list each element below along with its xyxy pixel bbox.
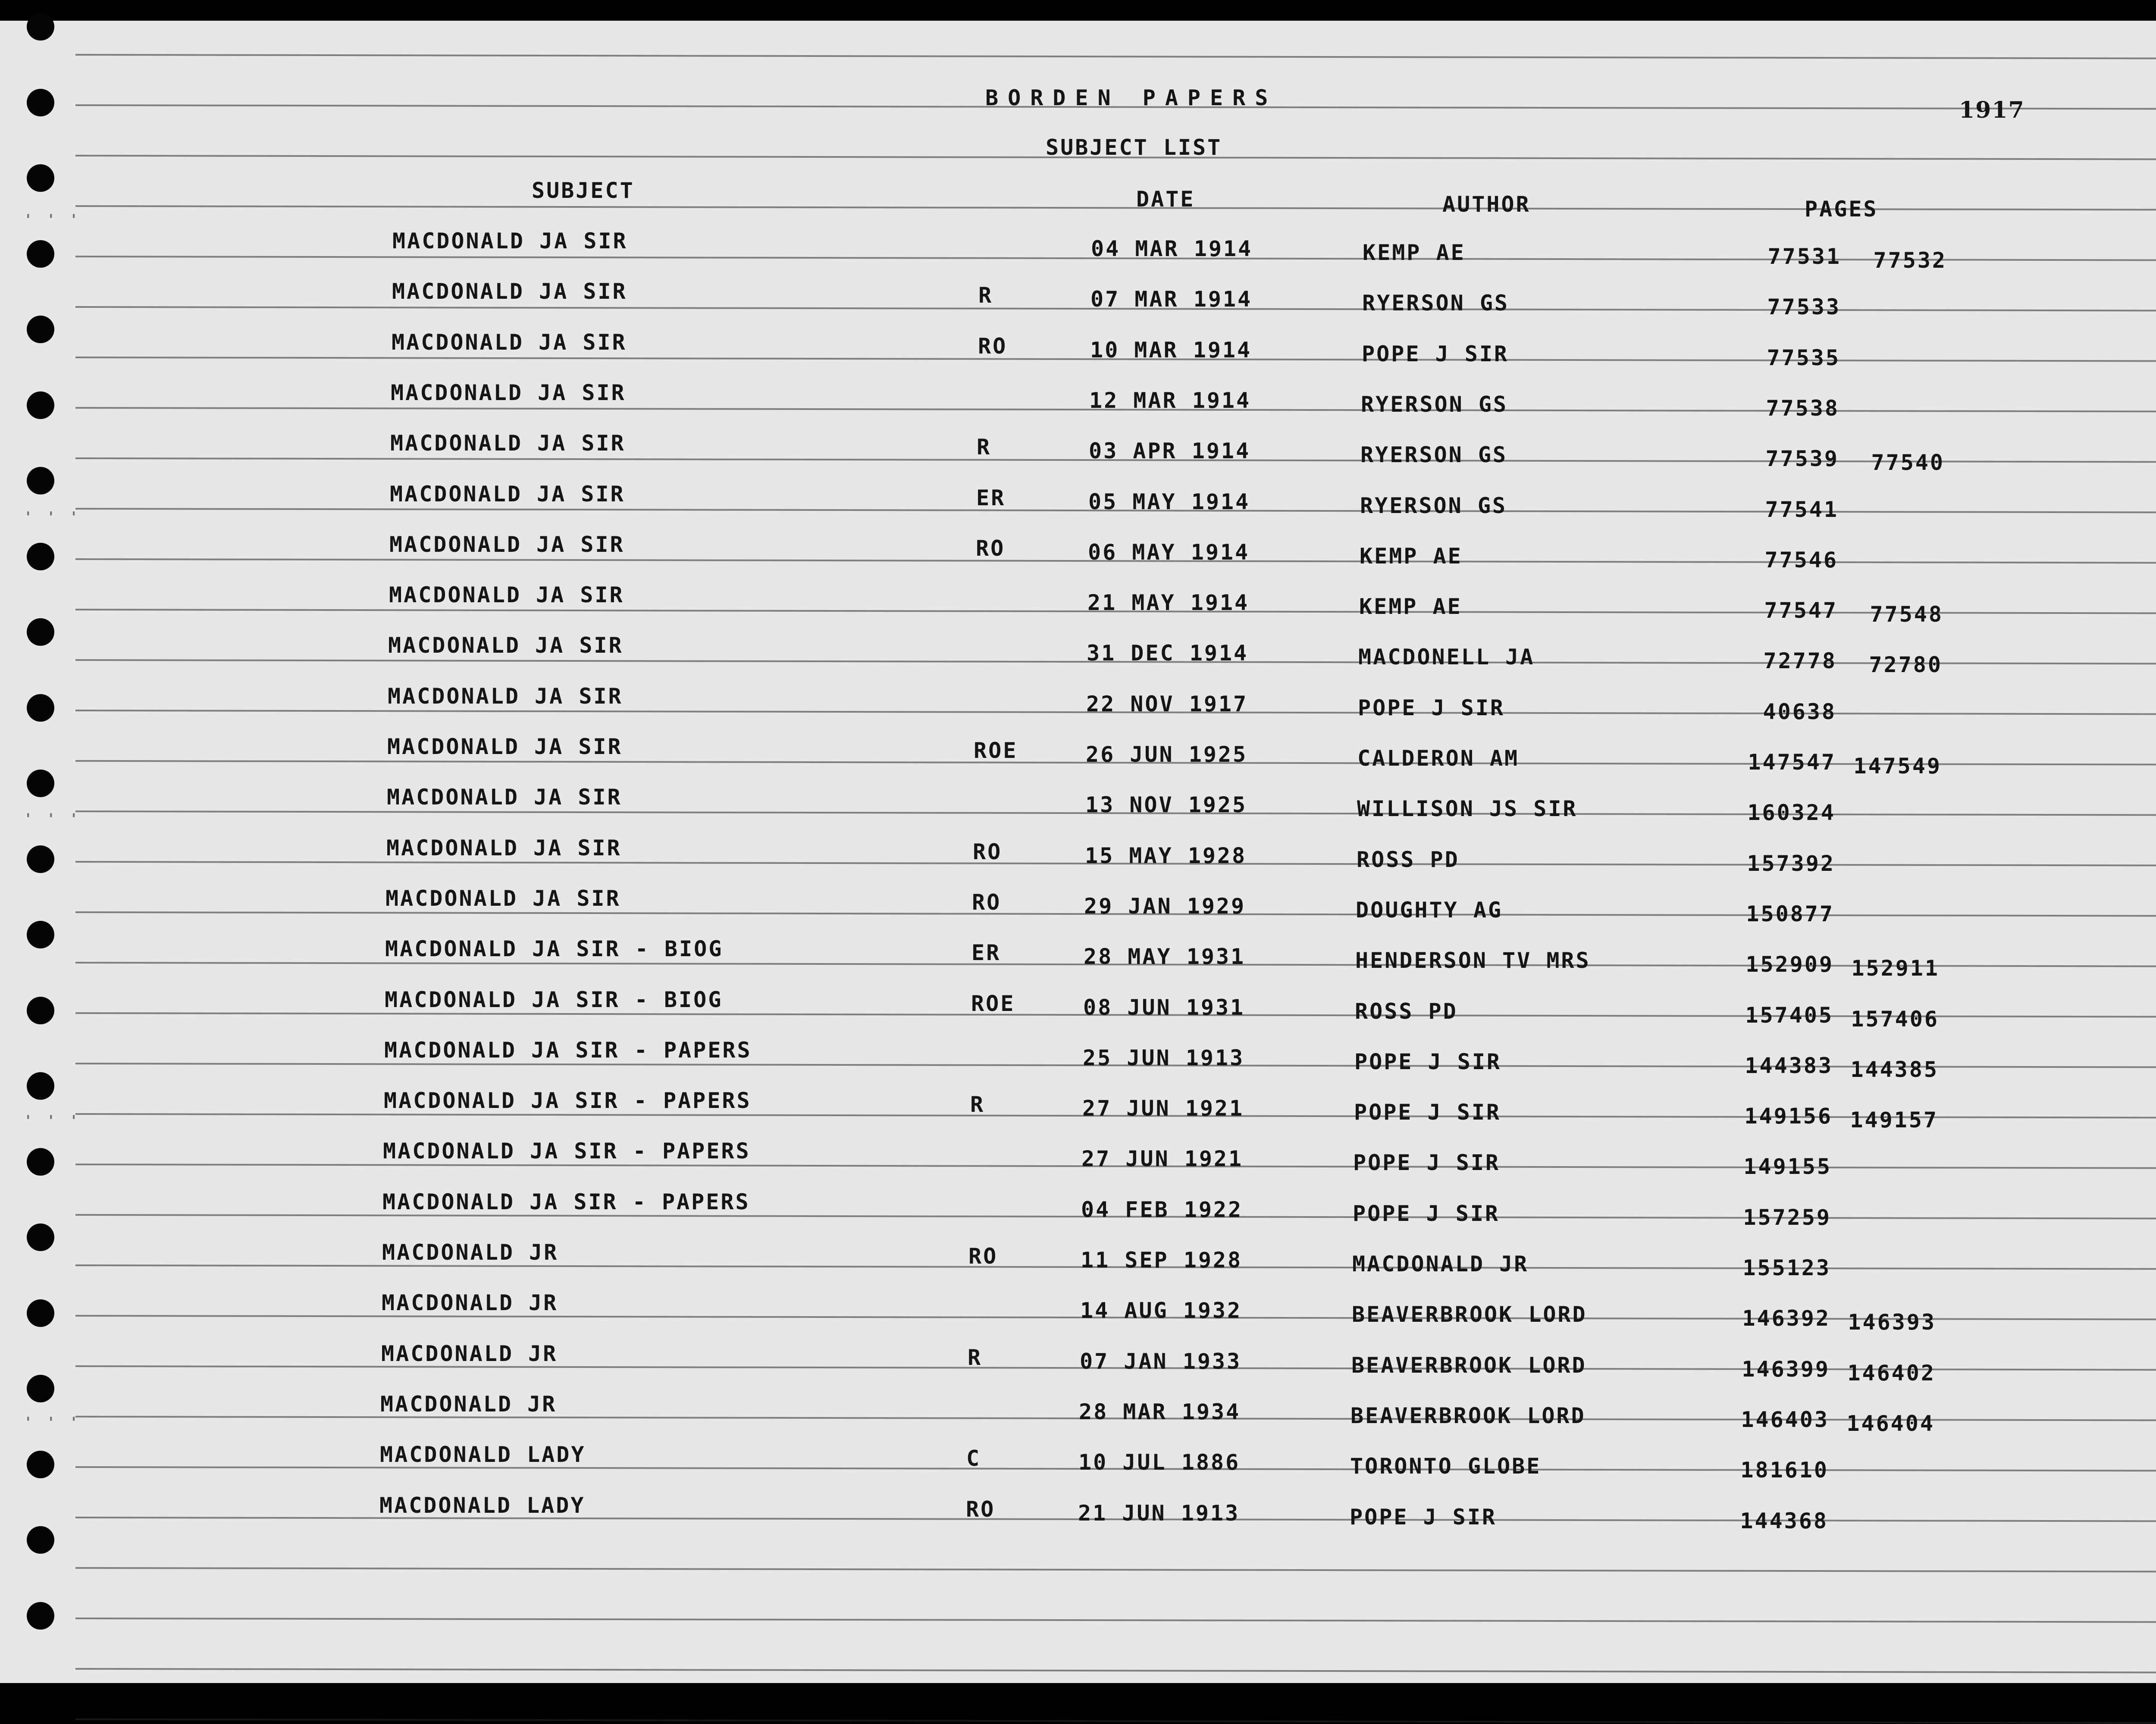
table-row (0, 684, 2156, 731)
row-page-start: 147547 (1748, 750, 1836, 775)
row-date: 07 JAN 1933 (1080, 1349, 1242, 1374)
table-row (0, 1341, 2156, 1389)
row-page-start: 144383 (1745, 1053, 1833, 1078)
document-title: BORDEN PAPERS (985, 85, 1278, 110)
row-subject: MACDONALD JA SIR - PAPERS (383, 1139, 751, 1164)
tractor-hole (27, 13, 54, 41)
row-page-start: 146392 (1742, 1306, 1830, 1331)
rule-line (75, 1718, 2156, 1724)
row-subject: MACDONALD JA SIR - PAPERS (382, 1189, 750, 1214)
margin-mark: ' ' ' (24, 1112, 81, 1130)
row-page-start: 155123 (1742, 1255, 1831, 1280)
table-row (0, 482, 2156, 529)
row-author: BEAVERBROOK LORD (1352, 1302, 1587, 1327)
row-subject: MACDONALD JA SIR (390, 482, 625, 507)
row-date: 10 MAR 1914 (1090, 338, 1252, 363)
row-subject: MACDONALD JA SIR - PAPERS (384, 1038, 752, 1063)
row-author: KEMP AE (1363, 240, 1466, 265)
row-date: 21 MAY 1914 (1087, 590, 1250, 615)
rule-line (75, 1668, 2156, 1674)
row-page-end: 72780 (1869, 652, 1943, 677)
row-date: 21 JUN 1913 (1078, 1501, 1240, 1526)
row-page-end: 77548 (1870, 602, 1943, 627)
row-page-end: 152911 (1851, 956, 1940, 981)
column-header-subject: SUBJECT (532, 178, 635, 203)
row-author: BEAVERBROOK LORD (1351, 1403, 1586, 1428)
row-author: RYERSON GS (1362, 291, 1510, 316)
row-page-start: 77547 (1764, 598, 1838, 623)
row-subject: MACDONALD JA SIR (392, 330, 627, 355)
row-date: 25 JUN 1913 (1083, 1045, 1245, 1070)
row-date: 28 MAY 1931 (1084, 944, 1246, 969)
row-page-start: 157259 (1743, 1205, 1831, 1230)
table-row (0, 886, 2156, 933)
table-row (0, 228, 2156, 276)
row-page-start: 157405 (1745, 1003, 1833, 1028)
row-page-start: 77546 (1764, 548, 1838, 573)
row-page-start: 77533 (1767, 294, 1841, 319)
row-date: 27 JUN 1921 (1082, 1096, 1244, 1121)
row-page-start: 40638 (1763, 699, 1836, 724)
row-author: ROSS PD (1355, 999, 1458, 1024)
tractor-hole (27, 1602, 54, 1630)
row-page-start: 181610 (1740, 1458, 1829, 1483)
row-author: MACDONELL JA (1358, 645, 1535, 670)
margin-mark: ' ' ' (24, 211, 81, 228)
table-row (0, 1240, 2156, 1287)
row-subject: MACDONALD JA SIR (389, 582, 624, 607)
row-date: 11 SEP 1928 (1081, 1248, 1243, 1273)
row-date: 05 MAY 1914 (1088, 489, 1250, 514)
column-header-author: AUTHOR (1442, 192, 1531, 217)
row-subject: MACDONALD JA SIR (385, 886, 621, 911)
table-row (0, 1442, 2156, 1489)
margin-mark: ' ' ' (24, 509, 81, 526)
row-code: RO (968, 1244, 998, 1269)
row-subject: MACDONALD LADY (379, 1493, 586, 1518)
margin-mark: ' ' ' (24, 1414, 81, 1431)
row-date: 31 DEC 1914 (1087, 641, 1249, 666)
row-page-start: 146399 (1742, 1357, 1830, 1382)
row-code: RO (978, 334, 1008, 359)
row-author: BEAVERBROOK LORD (1351, 1353, 1587, 1378)
table-row (0, 1088, 2156, 1136)
row-page-start: 72778 (1763, 648, 1837, 673)
row-subject: MACDONALD JR (380, 1392, 557, 1417)
row-subject: MACDONALD JR (382, 1240, 559, 1265)
row-page-end: 149157 (1850, 1108, 1938, 1133)
table-row (0, 380, 2156, 428)
row-page-start: 144368 (1740, 1508, 1828, 1533)
rule-line (75, 1567, 2156, 1573)
row-page-start: 157392 (1747, 851, 1835, 876)
row-date: 03 APR 1914 (1089, 438, 1251, 463)
column-header-pages: PAGES (1805, 197, 1878, 222)
table-row (0, 431, 2156, 478)
row-page-start: 77531 (1767, 244, 1841, 269)
row-author: WILLISON JS SIR (1357, 796, 1578, 821)
table-row (0, 987, 2156, 1035)
row-author: POPE J SIR (1353, 1201, 1500, 1226)
row-date: 14 AUG 1932 (1080, 1298, 1242, 1323)
table-row (0, 279, 2156, 326)
row-author: RYERSON GS (1360, 493, 1507, 518)
row-author: DOUGHTY AG (1356, 898, 1503, 923)
row-page-end: 146393 (1848, 1310, 1936, 1335)
row-subject: MACDONALD JA SIR (392, 279, 627, 304)
row-page-start: 152909 (1745, 952, 1834, 977)
row-date: 29 JAN 1929 (1084, 894, 1246, 919)
row-author: POPE J SIR (1350, 1505, 1497, 1530)
column-header-date: DATE (1136, 187, 1195, 212)
row-date: 04 MAR 1914 (1091, 236, 1253, 261)
row-code: ROE (974, 738, 1018, 763)
row-code: C (966, 1446, 981, 1471)
table-row (0, 1392, 2156, 1439)
table-row (0, 582, 2156, 630)
row-date: 04 FEB 1922 (1081, 1197, 1243, 1222)
table-row (0, 1189, 2156, 1237)
table-row (0, 734, 2156, 782)
row-date: 06 MAY 1914 (1088, 540, 1250, 565)
row-date: 27 JUN 1921 (1081, 1146, 1244, 1171)
row-author: KEMP AE (1360, 544, 1463, 569)
table-row (0, 1038, 2156, 1085)
row-page-end: 147549 (1853, 754, 1942, 779)
scan-border-top (0, 0, 2156, 21)
row-author: RYERSON GS (1360, 442, 1508, 467)
row-author: POPE J SIR (1354, 1100, 1501, 1125)
row-author: POPE J SIR (1353, 1150, 1501, 1175)
row-date: 10 JUL 1886 (1078, 1450, 1241, 1475)
row-author: KEMP AE (1359, 594, 1462, 619)
row-subject: MACDONALD JA SIR (388, 633, 624, 658)
row-subject: MACDONALD JA SIR (392, 228, 628, 253)
row-page-start: 77538 (1766, 396, 1839, 421)
row-date: 22 NOV 1917 (1086, 691, 1248, 717)
row-code: R (970, 1092, 985, 1117)
table-row (0, 1290, 2156, 1338)
row-code: R (977, 435, 992, 460)
tractor-hole (27, 89, 54, 116)
row-date: 26 JUN 1925 (1086, 742, 1248, 767)
row-code: ER (971, 940, 1001, 965)
row-author: POPE J SIR (1354, 1049, 1502, 1074)
row-page-end: 77540 (1871, 450, 1945, 475)
row-subject: MACDONALD JA SIR (391, 380, 626, 405)
row-code: ER (976, 485, 1006, 510)
row-subject: MACDONALD JR (382, 1290, 558, 1315)
row-subject: MACDONALD JA SIR (387, 734, 623, 759)
document-subtitle: SUBJECT LIST (1046, 135, 1222, 160)
row-author: MACDONALD JR (1352, 1252, 1529, 1277)
row-page-start: 77541 (1765, 497, 1839, 522)
row-code: ROE (971, 991, 1015, 1016)
row-author: RYERSON GS (1361, 392, 1508, 417)
row-subject: MACDONALD JA SIR - BIOG (385, 987, 723, 1012)
table-row (0, 330, 2156, 377)
margin-mark: ' ' ' (24, 810, 81, 828)
row-author: TORONTO GLOBE (1350, 1454, 1542, 1479)
row-date: 15 MAY 1928 (1085, 843, 1247, 868)
row-author: ROSS PD (1357, 847, 1460, 872)
row-code: RO (966, 1497, 996, 1522)
row-page-start: 149156 (1744, 1104, 1833, 1129)
row-page-start: 149155 (1743, 1154, 1832, 1179)
row-subject: MACDONALD JA SIR - BIOG (385, 936, 724, 961)
row-code: R (968, 1345, 983, 1370)
row-author: CALDERON AM (1357, 746, 1520, 771)
row-date: 08 JUN 1931 (1083, 995, 1245, 1020)
row-page-end: 144385 (1850, 1057, 1939, 1082)
table-row (0, 1493, 2156, 1540)
row-page-end: 146402 (1847, 1361, 1936, 1386)
row-page-end: 77532 (1873, 248, 1947, 273)
year-label: 1917 (1959, 97, 2025, 123)
row-page-start: 160324 (1747, 800, 1836, 825)
row-subject: MACDONALD JA SIR (389, 532, 625, 557)
row-code: RO (972, 890, 1002, 915)
row-date: 28 MAR 1934 (1079, 1399, 1241, 1424)
row-page-start: 146403 (1741, 1407, 1829, 1432)
row-code: RO (973, 839, 1003, 864)
rule-line (75, 54, 2156, 59)
row-page-end: 157406 (1851, 1007, 1939, 1032)
rule-line (75, 1618, 2156, 1623)
row-subject: MACDONALD JA SIR - PAPERS (384, 1088, 752, 1113)
table-row (0, 936, 2156, 984)
row-date: 12 MAR 1914 (1089, 388, 1251, 413)
table-row (0, 835, 2156, 883)
table-row (0, 633, 2156, 680)
row-subject: MACDONALD JA SIR (387, 785, 622, 810)
row-subject: MACDONALD JA SIR (388, 684, 623, 709)
tractor-hole (27, 164, 54, 192)
row-author: POPE J SIR (1362, 341, 1509, 366)
row-subject: MACDONALD JA SIR (386, 835, 622, 860)
row-author: POPE J SIR (1358, 695, 1505, 720)
row-page-start: 77539 (1765, 446, 1839, 471)
row-page-end: 146404 (1846, 1411, 1935, 1436)
row-code: R (978, 283, 993, 308)
table-row (0, 532, 2156, 579)
row-subject: MACDONALD JR (381, 1341, 558, 1366)
table-row (0, 785, 2156, 832)
row-author: HENDERSON TV MRS (1355, 948, 1591, 973)
table-row (0, 1139, 2156, 1186)
row-date: 13 NOV 1925 (1085, 792, 1247, 817)
row-page-start: 150877 (1746, 901, 1834, 926)
row-date: 07 MAR 1914 (1091, 287, 1253, 312)
row-subject: MACDONALD JA SIR (390, 431, 626, 456)
row-page-start: 77535 (1767, 345, 1840, 370)
row-subject: MACDONALD LADY (380, 1442, 586, 1467)
row-code: RO (976, 536, 1006, 561)
